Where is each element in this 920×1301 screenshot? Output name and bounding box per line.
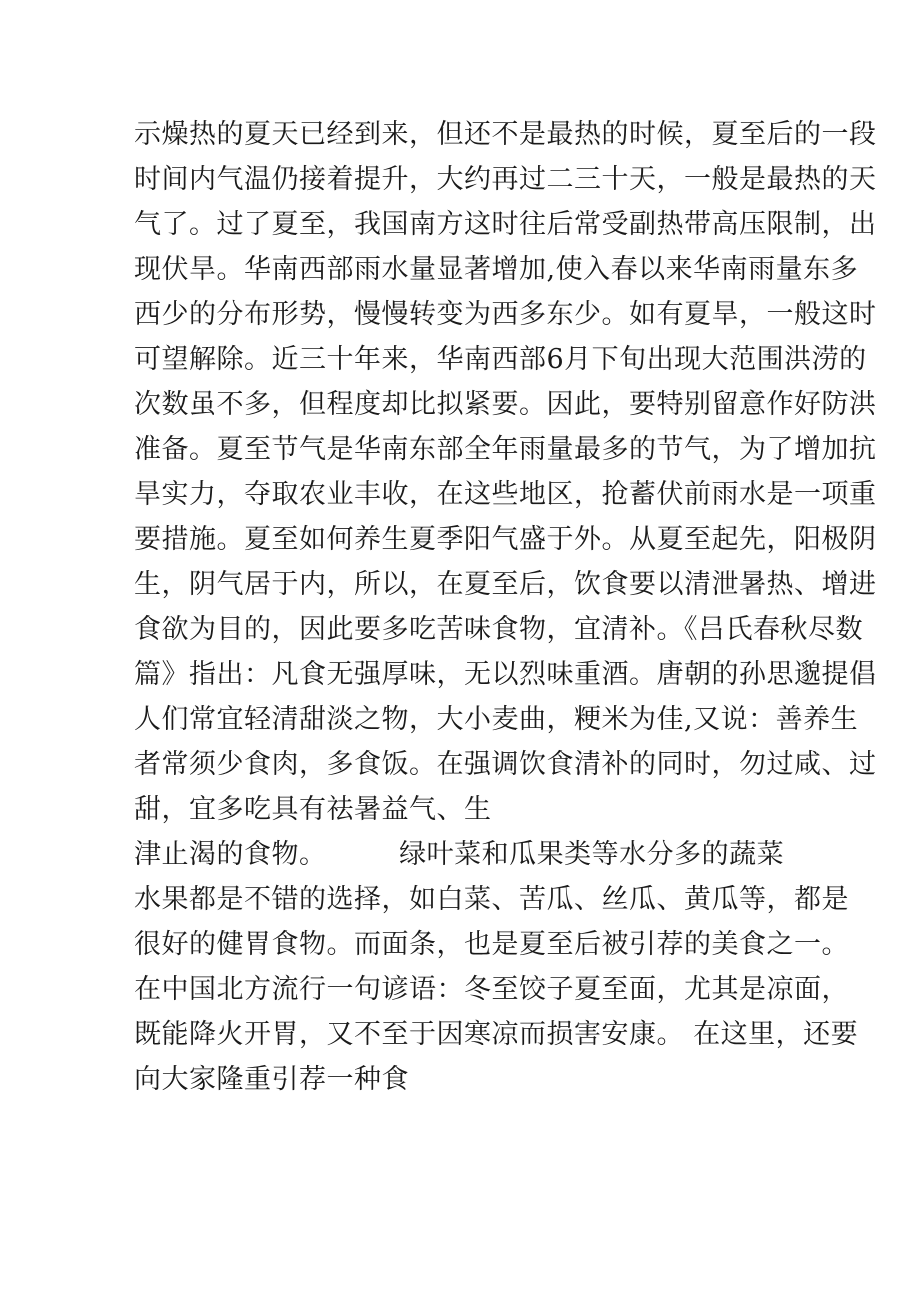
- text-line-5: 西少的分布形势，慢慢转变为西多东少。如有夏旱，一般这时: [134, 299, 877, 330]
- text-line-21: 既能降火开胃，又不至于因寒凉而损害安康。 在这里，还要: [134, 1019, 859, 1050]
- text-line-19: 很好的健胃食物。而面条，也是夏至后被引荐的美食之一。: [134, 929, 849, 960]
- text-line-1: 示燥热的夏天已经到来，但还不是最热的时候，夏至后的一段: [134, 119, 877, 150]
- text-line-3: 气了。过了夏至，我国南方这时往后常受副热带高压限制，出: [134, 209, 877, 240]
- text-line-7: 次数虽不多，但程度却比拟紧要。因此，要特别留意作好防洪: [134, 389, 877, 420]
- text-line-16: 甜，宜多吃具有祛暑益气、生: [134, 794, 492, 825]
- text-line-20: 在中国北方流行一句谚语：冬至饺子夏至面，尤其是凉面，: [134, 974, 849, 1005]
- text-line-22: 向大家隆重引荐一种食: [134, 1064, 409, 1095]
- text-line-10: 要措施。夏至如何养生夏季阳气盛于外。从夏至起先，阳极阴: [134, 524, 877, 555]
- text-line-14: 人们常宜轻清甜淡之物，大小麦曲，粳米为佳,又说：善养生: [134, 704, 859, 735]
- text-line-12: 食欲为目的，因此要多吃苦味食物，宜清补。《吕氏春秋尽数: [134, 614, 863, 645]
- text-line-11: 生，阴气居于内，所以，在夏至后，饮食要以清泄暑热、增进: [134, 569, 877, 600]
- text-line-13: 篇》指出：凡食无强厚味，无以烈味重酒。唐朝的孙思邈提倡: [134, 659, 877, 690]
- text-line-9: 旱实力，夺取农业丰收，在这些地区，抢蓄伏前雨水是一项重: [134, 479, 877, 510]
- text-line-6: 可望解除。近三十年来，华南西部6月下旬出现大范围洪涝的: [134, 344, 867, 375]
- text-line-17: 津止渴的食物。 绿叶菜和瓜果类等水分多的蔬菜: [134, 839, 785, 870]
- text-line-18: 水果都是不错的选择，如白菜、苦瓜、丝瓜、黄瓜等，都是: [134, 884, 849, 915]
- text-line-15: 者常须少食肉，多食饭。在强调饮食清补的同时，勿过咸、过: [134, 749, 877, 780]
- body-text: [134, 112, 877, 1102]
- text-line-2: 时间内气温仍接着提升，大约再过二三十天，一般是最热的天: [134, 164, 877, 195]
- text-line-4: 现伏旱。华南西部雨水量显著增加,使入春以来华南雨量东多: [134, 254, 859, 285]
- text-line-8: 准备。夏至节气是华南东部全年雨量最多的节气，为了增加抗: [134, 434, 877, 465]
